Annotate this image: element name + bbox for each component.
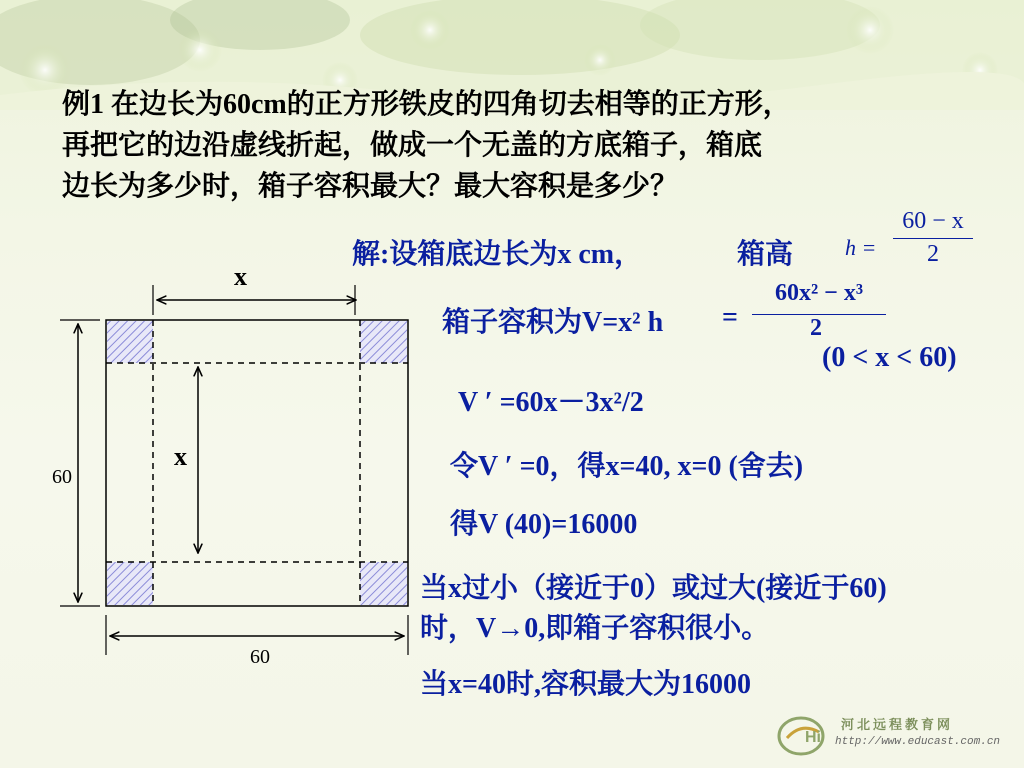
box-diagram — [40, 255, 420, 675]
label-x-side: x — [174, 442, 187, 471]
corner-cut — [107, 562, 153, 605]
h-fraction — [893, 208, 973, 268]
corner-cut — [360, 562, 407, 605]
conclusion: 当x=40时,容积最大为16000 — [420, 669, 751, 700]
height-label: 箱高 — [737, 239, 794, 270]
h-lhs: h = — [845, 235, 877, 260]
label-60-left: 60 — [52, 466, 72, 488]
logo-url: http://www.educast.com.cn — [835, 736, 1001, 748]
v-numerator: 60x² − x³ — [774, 280, 864, 306]
corner-cut — [360, 321, 407, 363]
svg-text:Hi: Hi — [805, 729, 821, 746]
problem-line-1: 例1 在边长为60cm的正方形铁皮的四角切去相等的正方形， — [62, 89, 791, 120]
equals-sign: = — [722, 302, 738, 333]
derivative: V ′ =60x－3x²/2 — [458, 387, 644, 418]
v-denominator: 2 — [752, 314, 886, 342]
label-60-bottom: 60 — [250, 646, 270, 668]
explanation-line-2: 时，V→0,即箱子容积很小。 — [420, 613, 770, 644]
explanation-line-1: 当x过小（接近于0）或过大(接近于60) — [420, 573, 887, 604]
logo-title: 河北远程教育网 — [841, 718, 954, 733]
problem-line-2: 再把它的边沿虚线折起，做成一个无盖的方底箱子，箱底 — [62, 130, 763, 161]
set-derivative-zero: 令V ′ =0，得x=40, x=0 (舍去) — [450, 451, 804, 482]
max-value: 得V (40)=16000 — [450, 509, 638, 540]
h-denominator: 2 — [893, 238, 973, 268]
problem-statement — [62, 84, 962, 207]
site-logo — [775, 712, 1015, 767]
label-x-top: x — [234, 262, 247, 291]
domain: (0 < x < 60) — [822, 342, 957, 373]
solution-step-1: 解:设箱底边长为x cm， — [352, 239, 643, 270]
problem-line-3: 边长为多少时，箱子容积最大？最大容积是多少？ — [62, 171, 679, 202]
h-numerator: 60 − x — [902, 208, 964, 234]
v-fraction — [752, 280, 886, 342]
volume-label: 箱子容积为V=x² h — [442, 307, 664, 338]
corner-cut — [107, 321, 153, 363]
